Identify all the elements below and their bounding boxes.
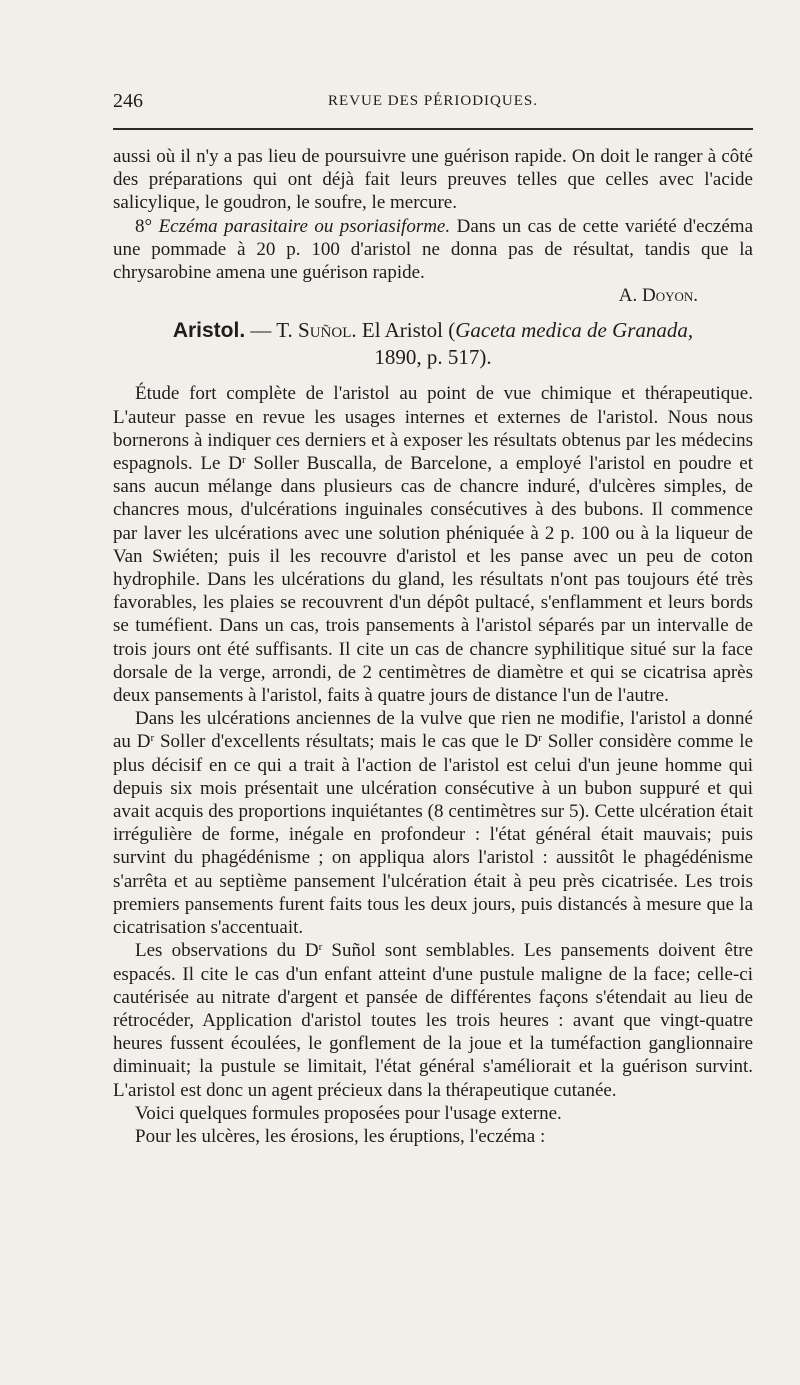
- article-heading: [113, 317, 753, 370]
- paragraph-2-sup-1: r: [150, 732, 155, 745]
- paragraph-1-text: Étude fort complète de l'aristol au point de vue chimique et thérapeutique. L'auteur passe en revue les usages internes et externes de l'aristol. Nous nous bornerons à indiquer ces derniers et à exposer les résultats obtenus par les médecins espagnols. Le D: [113, 383, 753, 475]
- continuation-paragraph: aussi où il n'y a pas lieu de poursuivre une guérison rapide. On doit le ranger à côté des préparations qui ont déjà fait leurs preuves telles que celles avec l'acide salicylique, le goudron, le soufre, le mercure.: [113, 146, 753, 214]
- signature-name: Doyon.: [641, 285, 698, 307]
- body-text: [113, 145, 753, 1148]
- paragraph-2-sup-2: r: [538, 732, 542, 745]
- paragraph-1-sup: r: [241, 454, 246, 467]
- item-8-paragraph: [113, 215, 753, 285]
- paragraph-2: [113, 707, 753, 939]
- page-header: [113, 90, 753, 114]
- paragraph-3: [113, 939, 753, 1101]
- paragraph-5: Pour les ulcères, les érosions, les éruptions, l'eczéma :: [135, 1125, 546, 1147]
- signature: [113, 284, 753, 307]
- running-title: REVUE DES PÉRIODIQUES.: [328, 93, 538, 109]
- paragraph-1: [113, 382, 753, 707]
- article-author: Suñol.: [298, 318, 357, 343]
- signature-initial: A.: [618, 285, 638, 307]
- article-citation: 1890, p. 517).: [374, 345, 492, 370]
- item-8-title: Eczéma parasitaire ou psoriasiforme.: [158, 215, 451, 237]
- item-8-number: 8°: [135, 215, 153, 237]
- article-journal: Gaceta medica de Granada,: [455, 318, 694, 343]
- paragraph-3-sup: r: [318, 941, 323, 954]
- item-8-text: Dans un cas de cette variété d'eczéma une pommade à 20 p. 100 d'aristol ne donna pas de résultat, tandis que la chrysarobine amena une guérison rapide.: [113, 215, 754, 284]
- header-rule: [113, 128, 753, 130]
- paragraph-2-text-a: Dans les ulcérations anciennes de la vulve que rien ne modifie, l'aristol a donné au D: [113, 708, 753, 753]
- paragraph-2-text-c: Soller considère comme le plus décisif en ce qui a trait à l'action de l'aristol est celui d'un jeune homme qui depuis six mois présentait une ulcération consécutive à un bubon suppuré et qui avait acquis des proportions inquiétantes (8 centimètres sur 5). Cette ulcération était irrégulière de forme, inégale en profondeur : l'état général était mauvais; puis survint du phagédénisme ; on appliqua alors l'aristol : aussitôt le phagédénisme s'arrêta et au septième pansement l'ulcération était à peu près cicatrisée. Les trois premiers pansements furent faits tous les deux jours, puis distancés à mesure que la cicatrisation s'accentuait.: [113, 731, 754, 939]
- paragraph-4: Voici quelques formules proposées pour l'usage externe.: [135, 1102, 562, 1124]
- paragraph-1-text-cont: Soller Buscalla, de Barcelone, a employé l'aristol en poudre et sans aucun mélange dans plusieurs cas de chancre induré, d'ulcères simples, de chancres mous, d'ulcérations inguinales consécutives à des bubons. Il commence par laver les ulcérations avec une solution phéniquée à 2 p. 100 ou à la liqueur de Van Swiéten; puis il les recouvre d'aristol et les panse avec un peu de coton hydrophile. Dans les ulcérations du gland, les résultats n'ont pas toujours été très favorables, les plaies se recouvrent d'un dépôt pultacé, s'enflamment et leurs bords se tuméfient. Dans un cas, trois pansements à l'aristol séparés par un intervalle de trois jours ont été suffisants. Il cite un cas de chancre syphilitique situé sur la face dorsale de la verge, arrondi, de 2 centimètres de diamètre et qui se cicatrisa après deux pansements à l'aristol, faits à quatre jours de distance l'un de l'autre.: [113, 453, 753, 707]
- article-topic: Aristol.: [172, 319, 246, 343]
- article-author-initial: — T.: [250, 318, 293, 343]
- paragraph-3-text-b: Suñol sont semblables. Les pansements doivent être espacés. Il cite le cas d'un enfant atteint d'une pustule maligne de la face; celle-ci cautérisée au nitrate d'argent et pansée de différentes façons s'étendait au lieu de rétrocéder, Application d'aristol toutes les trois heures : avant que vingt-quatre heures fussent écoulées, le gonflement de la joue et la tuméfaction ganglionnaire diminuait; la pustule se limitait, l'état général s'améliorait et la guérison survint. L'aristol est donc un agent précieux dans la thérapeutique cutanée.: [113, 940, 754, 1101]
- article-title-prefix: El Aristol (: [361, 318, 456, 343]
- paragraph-3-text-a: Les observations du D: [135, 940, 319, 962]
- page-number: 246: [113, 90, 143, 112]
- paragraph-2-text-b: Soller d'excellents résultats; mais le cas que le D: [154, 731, 539, 753]
